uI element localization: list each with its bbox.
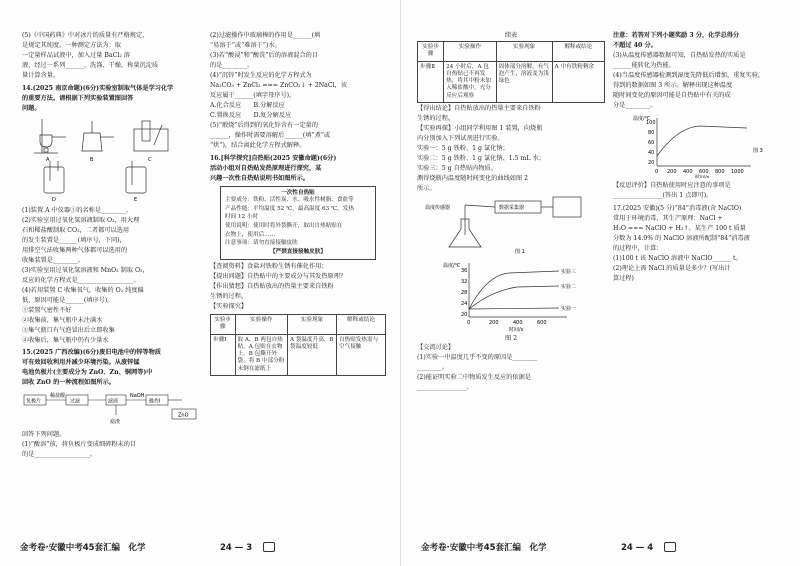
- question-14-head: [22, 85, 200, 114]
- apparatus-a: [34, 119, 66, 153]
- text-line: 【得出结论】自热贴放出的热量主要来自铁粉: [417, 104, 541, 112]
- question-16-head: [210, 155, 386, 184]
- instruction-box: [220, 186, 376, 260]
- fig2-xlabel: 时间/s: [509, 326, 524, 333]
- table-cell: A 中有铁粉剩余: [552, 61, 604, 102]
- text-line: 所示。: [417, 184, 436, 192]
- reflection: [613, 182, 789, 201]
- text-line: 是规定其纯度。一种测定方法为：取: [22, 41, 121, 49]
- text-line: 【作出猜想】自热贴放出的热量主要来自铁粉: [210, 283, 334, 291]
- text-line: 回收 ZnO 的一种流程如图所示。: [22, 378, 115, 386]
- text-line: “烘”)，结合离此化学方程式解释。: [210, 141, 306, 149]
- text-line: (1)实验一中温度几乎不变的原因是________: [417, 353, 538, 361]
- text-line: 实验二：5 g 铁粉、1 g 氯化钠、1.5 mL 水；: [417, 154, 545, 162]
- fig2-series-2: [469, 286, 559, 309]
- text-line: ________________。: [417, 383, 473, 391]
- flow-step-4: 操作Ⅰ: [149, 398, 161, 405]
- table-header: 实验步骤: [418, 41, 444, 61]
- fig3-ylabel: 温度/℃: [633, 115, 651, 122]
- text-line: 不超过 40 分。: [613, 41, 657, 49]
- text-line: 随时间变化的原因可能是自热贴中有关的成: [613, 91, 731, 99]
- text-line: (3)从温度传感器数据可知，自热贴发热的实质是: [613, 51, 746, 59]
- fig2-legend: 实验一: [561, 305, 577, 312]
- fig2-ytick: 36: [461, 267, 468, 274]
- text-line: 时间 12 小时: [225, 214, 259, 221]
- text-line: Na₂CO₃ + ZnCl₂ === ZnCO₃↓ + 2NaCl，该: [210, 81, 347, 89]
- table-header: 解释或结论: [337, 315, 386, 335]
- fig3-xtick: 200: [667, 168, 677, 175]
- text-line: 低，原因可能是______(填序号)。: [22, 296, 114, 304]
- text-line: 问题。: [22, 104, 41, 112]
- text-line: 主要成分：铁粉、活性炭、水、吸水性树脂、食盐等: [225, 197, 354, 204]
- text-line: ________。: [417, 363, 448, 371]
- text-line: (2)能证明实验二中物质发生反应的依据是: [417, 373, 531, 381]
- table-header: 实验现象: [288, 315, 337, 335]
- text-line: A.化合反应 B.分解反应: [210, 101, 285, 109]
- text-line: 回答下列问题。: [22, 430, 66, 438]
- figure-1-apparatus: [417, 195, 605, 255]
- fig2-series-1: [469, 308, 559, 309]
- text-line: ①装置气密性不好: [22, 306, 72, 314]
- question-15-head: [22, 349, 200, 388]
- text-line: 生锈的过程。: [417, 114, 455, 122]
- flow-residue: 滤渣: [110, 418, 121, 425]
- question-13-part-5: [22, 32, 200, 81]
- text-line: 算过程): [613, 274, 634, 282]
- text-line: 衣物上，使用后……: [225, 231, 276, 238]
- fig3-caption: 图 3: [753, 147, 763, 154]
- table-cell: 固体部分溶解，有气泡产生，溶液变为浅绿色: [496, 61, 552, 102]
- fig2-xtick: 200: [489, 319, 499, 326]
- apparatus-figure: [22, 115, 200, 203]
- text-line: C.置换反应 D.复分解反应: [210, 111, 292, 119]
- footer-brand: 金考卷·安徽中考45套汇编 化学: [20, 542, 146, 553]
- fig3-xtick: 600: [699, 168, 709, 175]
- fig3-xlabel: 时间/s: [695, 174, 710, 178]
- text-line: 【交流讨论】: [417, 343, 455, 351]
- left-column-2: [210, 32, 386, 376]
- text-line: 活动小组对自热贴发热原理进行探究，某: [210, 164, 322, 172]
- text-line: (5)“煅烧”后得到的氧化锌含有一定量的: [210, 121, 318, 129]
- table-row: [418, 61, 605, 102]
- label-d: D: [52, 196, 56, 203]
- text-line: (4)“沉锌”时发生反应的化学方程式为: [210, 71, 312, 79]
- table-cell: 24 小时后，A 包自热贴已不再发热，将其中粉末加入稀盐酸中，充分反应后观察: [444, 61, 496, 102]
- text-line: 反应的化学方程式是__________________。: [22, 276, 140, 284]
- text-line: 用排空气法收集两种气体都可以选用的: [22, 246, 128, 254]
- question-15-continued: [210, 32, 386, 151]
- text-line: 【反思评价】自热贴使用时应注意的事项是: [613, 181, 731, 189]
- footer-left: [20, 542, 380, 554]
- text-line: 【查阅资料】食盐对铁粉生锈有催化作用；: [210, 263, 328, 271]
- text-line: 16.[科学探究]自热贴(2025 安徽命题)(6分): [210, 154, 337, 162]
- bonus-note: [613, 32, 789, 51]
- flow-reagent-2: NaOH: [130, 392, 145, 399]
- label-c: C: [148, 156, 152, 163]
- text-line: ④收集后，集气瓶中仍有少量水: [22, 336, 109, 344]
- text-line: 【实验再探】小组同学利用图 1 装置，向烧瓶: [417, 124, 543, 132]
- fig1-caption: 图 1: [515, 248, 525, 255]
- question-14-subquestions: [22, 207, 200, 346]
- text-line: ______能转化为热能。: [613, 61, 675, 69]
- fig2-ytick: 28: [461, 289, 468, 296]
- fig3-xtick: 1000: [731, 168, 744, 175]
- table-continued-title: 续表: [504, 32, 518, 39]
- table-header: 实验步骤: [211, 315, 236, 335]
- text-line: (2)过滤操作中玻璃棒的作用是______(填: [210, 32, 321, 39]
- table-cell: 取 A、B 两包自热贴，A 包贴在衣物上，B 包撕开外袋，将 B 中部分粉末倒在滤纸上: [235, 334, 288, 375]
- text-line: 【实验探究】: [210, 303, 248, 311]
- table-header: 实验现象: [496, 41, 552, 61]
- fig3-xtick: 0: [655, 168, 659, 175]
- fig2-xtick: 0: [467, 319, 471, 326]
- table-cell: A 袋温度升高，B 袋温度较低: [288, 334, 337, 375]
- left-column-1: [22, 32, 200, 461]
- fig3-ytick: 60: [648, 139, 655, 146]
- fig2-caption: 图 2: [504, 334, 518, 342]
- text-line: (1)100 t 该 NaClO 溶液中 NaClO______ t。: [613, 254, 742, 262]
- text-line: 分是________。: [613, 101, 657, 109]
- fig2-ytick: 20: [461, 311, 468, 318]
- apparatus-e: [126, 161, 146, 193]
- text-line: 的发生装置是______(填序号，下同)，: [22, 236, 126, 244]
- right-column-2: [613, 32, 789, 285]
- fig3-xtick: 400: [683, 168, 693, 175]
- text-line: 注意：若答对下列小题奖励 3 分，化学总得分: [613, 32, 740, 39]
- text-line: 17.(2025 安徽)(5 分)“84”消毒液(含 NaClO): [613, 204, 742, 212]
- text-line: 收集装置是________。: [22, 256, 84, 264]
- text-line: 使用说明：使用时将外袋撕开，取出自热贴贴在: [225, 222, 343, 229]
- text-line: ________________(答出 1 点即可)。: [613, 191, 713, 199]
- text-line: 产品性能：平均温度 52 ℃，最高温度 63 ℃，发热: [225, 205, 354, 212]
- text-line: 14.(2025 南京命题)(6分)实验室制取气体是学习化学: [22, 84, 174, 92]
- right-column-1: [417, 32, 605, 394]
- text-line: 一定量样品试液中，加入过量 BaCl₂ 溶: [22, 51, 130, 59]
- text-line: 可有效回收利用并减少环境污染。从废锌锰: [22, 358, 140, 366]
- text-line: 的是________。: [210, 61, 254, 69]
- text-line: (1)装置 A 中仪器①的名称是________。: [22, 206, 132, 214]
- flow-step-1: 负极片: [26, 398, 42, 405]
- flow-step-2: 过滤: [70, 398, 81, 405]
- fig2-ylabel: 温度/℃: [443, 262, 461, 269]
- fig3-ytick: 40: [648, 149, 655, 156]
- publisher-logo-icon: [263, 542, 275, 552]
- text-line: (5)《中国药典》中对冰片的质量有严格规定，: [22, 32, 149, 39]
- table-header-row: [418, 41, 605, 61]
- publisher-logo-icon: [664, 542, 676, 552]
- text-line: “易溶于”或“难溶于”)水。: [210, 41, 281, 49]
- label-e: E: [134, 196, 138, 203]
- fig2-series-3: [469, 271, 559, 309]
- fig3-curve: [657, 126, 747, 156]
- fig2-legend: 实验三: [561, 268, 577, 275]
- fig3-ytick: 100: [646, 119, 656, 126]
- text-line: 得到的数据如图 3 所示。解释出现这种温度: [613, 81, 733, 89]
- table-cell: 步骤Ⅱ: [418, 61, 444, 102]
- text-line: (2)实验室用过氧化氢溶液制取 O₂，用大理: [22, 216, 140, 224]
- label-b: B: [90, 156, 94, 163]
- flow-chart: [22, 389, 200, 427]
- text-line: 生锈的过程。: [210, 293, 248, 301]
- text-line: 注意事项：请勿直接接触皮肤: [225, 240, 298, 247]
- fig2-ytick: 32: [461, 278, 468, 285]
- text-line: 实验三：5 g 自热贴内物质。: [417, 164, 497, 172]
- text-line: 分数为 14.9% 的 NaClO 溶液所配制“84”消毒液: [613, 234, 750, 242]
- question-15-subquestions: [22, 431, 200, 460]
- label-a: A: [46, 156, 50, 163]
- experiment-notes: [417, 105, 605, 194]
- text-line: 反应属于______(填字母序号)。: [210, 91, 296, 99]
- fig1-collector-label: 数据采集器: [499, 204, 525, 211]
- flow-product: ZnO: [178, 412, 189, 419]
- table-header-row: [211, 315, 386, 335]
- fig2-xtick: 600: [537, 319, 547, 326]
- text-line: 内分别加入下列试剂进行实验。: [417, 134, 504, 142]
- text-line: (4)若用装置 C 收集氧气，收集的 O₂ 纯度偏: [22, 286, 144, 294]
- text-line: (3)若“酸浸”和“酸洗”后的溶液混合的目: [210, 51, 319, 59]
- experiment-table-2: [417, 41, 605, 103]
- question-17: [613, 205, 789, 284]
- text-line: 液，经过一系列______、洗涤、干燥，称量沉淀质: [22, 61, 159, 69]
- text-line: ______，操作时需要溶解后______(填“煮”或: [210, 131, 331, 139]
- page-right: [400, 0, 800, 566]
- instruction-title: 一次性自热贴: [281, 189, 315, 196]
- text-line: 石和稀盐酸制取 CO₂，二者都可以选用: [22, 226, 130, 234]
- text-line: 测得烧瓶内温度随时间变化的曲线如图 2: [417, 174, 529, 182]
- fig1-sensor-label: 温度传感器: [425, 204, 451, 211]
- table-cell: 自热贴发热需与空气接触: [337, 334, 386, 375]
- apparatus-c: [134, 121, 168, 151]
- fig2-legend: 实验二: [561, 283, 577, 290]
- fig2-ytick: 24: [461, 300, 468, 307]
- footer-brand: 金考卷·安徽中考45套汇编 化学: [421, 542, 547, 553]
- figure-3-chart: [613, 112, 789, 178]
- apparatus-b: [82, 121, 114, 151]
- discussion: [417, 344, 605, 393]
- text-line: ③集气瓶口有气泡冒出后立即收集: [22, 326, 115, 334]
- question-16-info: [210, 263, 386, 312]
- footer-right: [421, 542, 780, 554]
- table-row: [211, 334, 386, 375]
- text-line: H₂O === NaClO + H₂↑。某生产 100 t 质量: [613, 224, 746, 232]
- fig3-ytick: 20: [648, 159, 655, 166]
- footer-page-number: 24 — 4: [621, 542, 654, 553]
- text-line: (3)实验室用过氧化氢溶液和 MnO₂ 制取 O₂，: [22, 266, 149, 274]
- text-line: ②收集前，集气瓶中未注满水: [22, 316, 103, 324]
- instruction-note: 【严禁直接接触皮肤】: [270, 248, 326, 255]
- text-line: 15.(2025 广西改编)(6分)废旧电池中的锌等物质: [22, 348, 161, 356]
- text-line: (2)理论上需 NaCl 的质量是多少？(写出计: [613, 264, 731, 272]
- flow-step-3: 滤液: [108, 398, 119, 405]
- text-line: 电池负极片(主要成分为 ZnO、Zn、铜网等)中: [22, 368, 153, 376]
- experiment-table-1: [210, 314, 386, 376]
- text-line: (1)“酸溶”前，将负极片变成细碎粉末的目: [22, 440, 137, 448]
- instruction-lines: [225, 197, 371, 247]
- text-line: 实验一：5 g 铁粉、1 g 氯化钠；: [417, 144, 509, 152]
- apparatus-d: [44, 161, 64, 193]
- fig2-xtick: 400: [513, 319, 523, 326]
- bonus-questions: [613, 52, 789, 111]
- text-line: 常用于环境消毒，其生产原理：NaCl +: [613, 214, 723, 222]
- text-line: 的重要方法。请根据下列实验装置图回答: [22, 94, 134, 102]
- text-line: (4)当温度传感器检测到湿度先降低后增加，重复实验，: [613, 71, 765, 79]
- text-line: 的是__________________。: [22, 450, 97, 458]
- footer-page-number: 24 — 3: [220, 542, 253, 553]
- fig3-ytick: 80: [648, 129, 655, 136]
- text-line: 【提出问题】自热贴中的主要成分与其发热原理？: [210, 273, 347, 281]
- text-line: 量计算含量。: [22, 71, 60, 79]
- table-header: 实验操作: [444, 41, 496, 61]
- flow-reagent-1: 稀盐酸: [50, 392, 66, 399]
- text-line: 的过程中，计算：: [613, 244, 663, 252]
- table-header: 解释或结论: [552, 41, 604, 61]
- text-line: 兴趣一次性自热贴说明书如图所示。: [210, 174, 309, 182]
- table-cell: 步骤Ⅰ: [211, 334, 236, 375]
- figure-2-chart: [417, 259, 605, 333]
- fig3-xtick: 800: [715, 168, 725, 175]
- table-header: 实验操作: [235, 315, 288, 335]
